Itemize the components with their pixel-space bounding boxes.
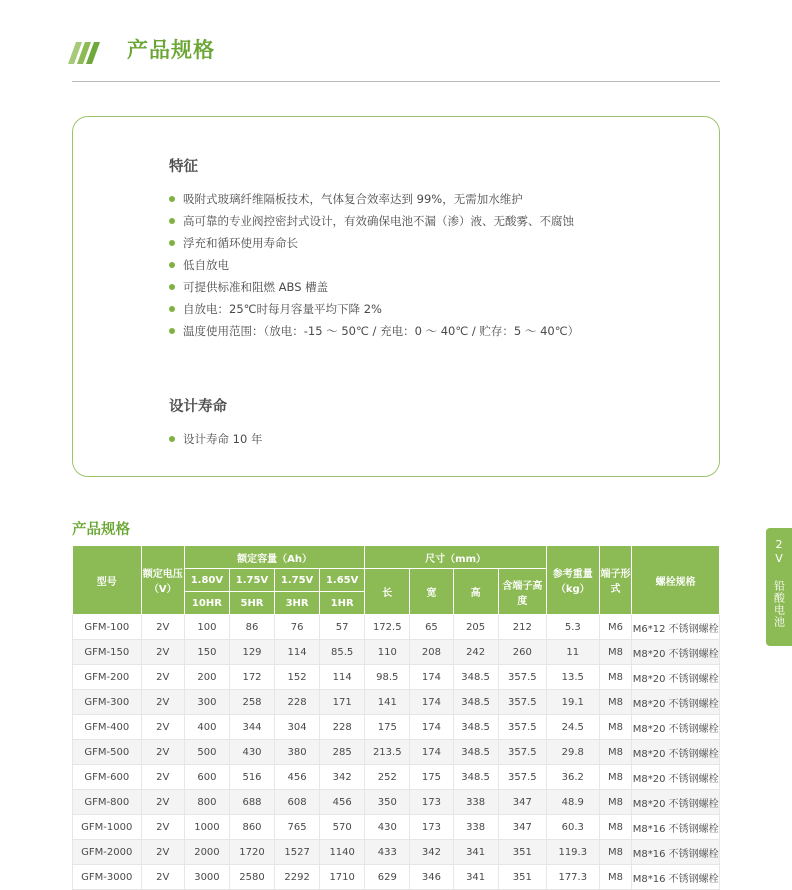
- list-item: 低自放电: [169, 254, 689, 276]
- cell-c5: 688: [229, 790, 274, 815]
- cell-model: GFM-300: [73, 690, 142, 715]
- cell-volt: 2V: [141, 715, 184, 740]
- page-header: [72, 34, 720, 86]
- th-bolt: 螺栓规格: [632, 546, 720, 615]
- list-item: 温度使用范围：（放电：-15 ～ 50℃ / 充电：0 ～ 40℃ / 贮存：5 ～ 40℃）: [169, 320, 689, 342]
- cell-h: 341: [453, 840, 498, 865]
- cell-model: GFM-100: [73, 615, 142, 640]
- cell-l: 433: [365, 840, 410, 865]
- features-list: [169, 188, 689, 342]
- side-tab-label: 2V 铅酸电池: [772, 538, 786, 628]
- list-item: 自放电：25℃时每月容量平均下降 2%: [169, 298, 689, 320]
- cell-l: 98.5: [365, 665, 410, 690]
- cell-c5: 860: [229, 815, 274, 840]
- cell-c1: 57: [320, 615, 365, 640]
- cell-bolt: M8*16 不锈钢螺栓: [632, 840, 720, 865]
- cell-c5: 129: [229, 640, 274, 665]
- cell-c1: 570: [320, 815, 365, 840]
- cell-c1: 114: [320, 665, 365, 690]
- cell-c3: 228: [275, 690, 320, 715]
- cell-bolt: M8*20 不锈钢螺栓: [632, 740, 720, 765]
- table-row: [73, 740, 720, 765]
- cell-c1: 456: [320, 790, 365, 815]
- cell-ht: 357.5: [498, 740, 546, 765]
- cell-model: GFM-2000: [73, 840, 142, 865]
- cell-bolt: M8*20 不锈钢螺栓: [632, 765, 720, 790]
- spec-table-body: [73, 615, 720, 890]
- th-terminal: 端子形式: [599, 546, 632, 615]
- cell-volt: 2V: [141, 815, 184, 840]
- th-cap-2: 1.75V: [229, 569, 274, 592]
- cell-c1: 342: [320, 765, 365, 790]
- cell-ht: 260: [498, 640, 546, 665]
- cell-model: GFM-800: [73, 790, 142, 815]
- table-row: [73, 715, 720, 740]
- cell-c10: 2000: [184, 840, 229, 865]
- cell-ht: 357.5: [498, 690, 546, 715]
- table-row: [73, 615, 720, 640]
- th-weight: 参考重量（kg）: [547, 546, 600, 615]
- cell-term: M6: [599, 615, 632, 640]
- cell-w: 174: [410, 665, 453, 690]
- cell-model: GFM-150: [73, 640, 142, 665]
- cell-c3: 765: [275, 815, 320, 840]
- feature-card: [72, 116, 720, 477]
- cell-model: GFM-3000: [73, 865, 142, 890]
- cell-bolt: M8*16 不锈钢螺栓: [632, 865, 720, 890]
- cell-c5: 172: [229, 665, 274, 690]
- th-dim-height: 高: [453, 569, 498, 615]
- cell-kg: 24.5: [547, 715, 600, 740]
- cell-model: GFM-600: [73, 765, 142, 790]
- cell-c10: 3000: [184, 865, 229, 890]
- th-dimensions: 尺寸（mm）: [365, 546, 547, 569]
- cell-term: M8: [599, 640, 632, 665]
- cell-c1: 1710: [320, 865, 365, 890]
- cell-c10: 600: [184, 765, 229, 790]
- cell-h: 242: [453, 640, 498, 665]
- cell-term: M8: [599, 740, 632, 765]
- cell-volt: 2V: [141, 840, 184, 865]
- cell-term: M8: [599, 790, 632, 815]
- table-row: [73, 840, 720, 865]
- cell-c10: 500: [184, 740, 229, 765]
- cell-w: 174: [410, 715, 453, 740]
- cell-c1: 1140: [320, 840, 365, 865]
- table-row: [73, 665, 720, 690]
- th-rate-3: 3HR: [275, 592, 320, 615]
- cell-c5: 258: [229, 690, 274, 715]
- th-dim-width: 宽: [410, 569, 453, 615]
- table-row: [73, 765, 720, 790]
- table-row: [73, 690, 720, 715]
- cell-l: 252: [365, 765, 410, 790]
- cell-c3: 114: [275, 640, 320, 665]
- list-item: 高可靠的专业阀控密封式设计，有效确保电池不漏（渗）液、无酸雾、不腐蚀: [169, 210, 689, 232]
- cell-kg: 11: [547, 640, 600, 665]
- cell-ht: 357.5: [498, 765, 546, 790]
- cell-c5: 1720: [229, 840, 274, 865]
- cell-c1: 228: [320, 715, 365, 740]
- cell-c3: 2292: [275, 865, 320, 890]
- cell-h: 338: [453, 815, 498, 840]
- cell-bolt: M8*20 不锈钢螺栓: [632, 690, 720, 715]
- cell-kg: 177.3: [547, 865, 600, 890]
- cell-c10: 150: [184, 640, 229, 665]
- th-cap-4: 1.65V: [320, 569, 365, 592]
- cell-l: 141: [365, 690, 410, 715]
- cell-h: 348.5: [453, 715, 498, 740]
- cell-model: GFM-200: [73, 665, 142, 690]
- th-rated-voltage: 额定电压（V）: [141, 546, 184, 615]
- cell-ht: 347: [498, 815, 546, 840]
- cell-volt: 2V: [141, 640, 184, 665]
- cell-h: 341: [453, 865, 498, 890]
- cell-l: 350: [365, 790, 410, 815]
- list-item: 设计寿命 10 年: [169, 428, 689, 450]
- features-heading: 特征: [169, 159, 198, 175]
- cell-h: 348.5: [453, 665, 498, 690]
- cell-h: 338: [453, 790, 498, 815]
- cell-ht: 347: [498, 790, 546, 815]
- side-tab-2v-lead-acid[interactable]: [766, 528, 792, 646]
- cell-ht: 351: [498, 840, 546, 865]
- cell-l: 213.5: [365, 740, 410, 765]
- list-item: 吸附式玻璃纤维隔板技术，气体复合效率达到 99%，无需加水维护: [169, 188, 689, 210]
- cell-c5: 516: [229, 765, 274, 790]
- cell-bolt: M8*20 不锈钢螺栓: [632, 715, 720, 740]
- cell-bolt: M8*16 不锈钢螺栓: [632, 815, 720, 840]
- cell-h: 348.5: [453, 740, 498, 765]
- cell-ht: 351: [498, 865, 546, 890]
- cell-volt: 2V: [141, 665, 184, 690]
- feature-card-content: [169, 155, 689, 450]
- cell-c3: 304: [275, 715, 320, 740]
- cell-h: 348.5: [453, 690, 498, 715]
- cell-w: 346: [410, 865, 453, 890]
- cell-c1: 171: [320, 690, 365, 715]
- cell-term: M8: [599, 815, 632, 840]
- th-cap-3: 1.75V: [275, 569, 320, 592]
- cell-w: 342: [410, 840, 453, 865]
- cell-l: 172.5: [365, 615, 410, 640]
- cell-kg: 19.1: [547, 690, 600, 715]
- cell-w: 174: [410, 690, 453, 715]
- table-row: [73, 790, 720, 815]
- cell-term: M8: [599, 840, 632, 865]
- cell-c3: 456: [275, 765, 320, 790]
- cell-c5: 344: [229, 715, 274, 740]
- cell-c3: 152: [275, 665, 320, 690]
- cell-kg: 119.3: [547, 840, 600, 865]
- cell-l: 430: [365, 815, 410, 840]
- page-title: 产品规格: [127, 38, 215, 62]
- cell-c10: 400: [184, 715, 229, 740]
- cell-l: 175: [365, 715, 410, 740]
- header-divider: [72, 81, 720, 82]
- cell-model: GFM-400: [73, 715, 142, 740]
- cell-h: 348.5: [453, 765, 498, 790]
- cell-kg: 48.9: [547, 790, 600, 815]
- cell-c10: 200: [184, 665, 229, 690]
- th-rate-4: 1HR: [320, 592, 365, 615]
- cell-w: 173: [410, 815, 453, 840]
- cell-term: M8: [599, 865, 632, 890]
- cell-volt: 2V: [141, 865, 184, 890]
- cell-volt: 2V: [141, 790, 184, 815]
- cell-w: 174: [410, 740, 453, 765]
- cell-ht: 357.5: [498, 665, 546, 690]
- cell-model: GFM-1000: [73, 815, 142, 840]
- cell-bolt: M8*20 不锈钢螺栓: [632, 665, 720, 690]
- cell-w: 65: [410, 615, 453, 640]
- cell-c1: 285: [320, 740, 365, 765]
- slash-decoration-icon: [72, 42, 112, 64]
- spec-table-head: [73, 546, 720, 615]
- cell-volt: 2V: [141, 765, 184, 790]
- th-rate-1: 10HR: [184, 592, 229, 615]
- cell-c5: 86: [229, 615, 274, 640]
- design-life-heading: 设计寿命: [169, 399, 227, 415]
- cell-c3: 76: [275, 615, 320, 640]
- cell-w: 208: [410, 640, 453, 665]
- cell-ht: 212: [498, 615, 546, 640]
- cell-c10: 100: [184, 615, 229, 640]
- th-rate-2: 5HR: [229, 592, 274, 615]
- design-life-list: [169, 428, 689, 450]
- cell-c10: 300: [184, 690, 229, 715]
- cell-bolt: M6*12 不锈钢螺栓: [632, 615, 720, 640]
- list-item: 浮充和循环使用寿命长: [169, 232, 689, 254]
- th-cap-1: 1.80V: [184, 569, 229, 592]
- cell-term: M8: [599, 765, 632, 790]
- cell-term: M8: [599, 715, 632, 740]
- cell-c1: 85.5: [320, 640, 365, 665]
- th-dim-total-height: 含端子高度: [498, 569, 546, 615]
- cell-volt: 2V: [141, 740, 184, 765]
- cell-kg: 5.3: [547, 615, 600, 640]
- table-row: [73, 815, 720, 840]
- cell-ht: 357.5: [498, 715, 546, 740]
- cell-w: 175: [410, 765, 453, 790]
- cell-c3: 380: [275, 740, 320, 765]
- table-row: [73, 865, 720, 890]
- spec-table-title: 产品规格: [72, 522, 130, 538]
- cell-kg: 13.5: [547, 665, 600, 690]
- th-model: 型号: [73, 546, 142, 615]
- cell-volt: 2V: [141, 615, 184, 640]
- cell-volt: 2V: [141, 690, 184, 715]
- cell-c10: 1000: [184, 815, 229, 840]
- cell-kg: 36.2: [547, 765, 600, 790]
- cell-c5: 430: [229, 740, 274, 765]
- cell-l: 629: [365, 865, 410, 890]
- cell-bolt: M8*20 不锈钢螺栓: [632, 640, 720, 665]
- cell-w: 173: [410, 790, 453, 815]
- cell-c5: 2580: [229, 865, 274, 890]
- cell-h: 205: [453, 615, 498, 640]
- cell-kg: 29.8: [547, 740, 600, 765]
- cell-c3: 608: [275, 790, 320, 815]
- cell-kg: 60.3: [547, 815, 600, 840]
- cell-c3: 1527: [275, 840, 320, 865]
- th-rated-capacity: 额定容量（Ah）: [184, 546, 364, 569]
- cell-term: M8: [599, 665, 632, 690]
- cell-l: 110: [365, 640, 410, 665]
- th-dim-length: 长: [365, 569, 410, 615]
- table-row: [73, 640, 720, 665]
- cell-model: GFM-500: [73, 740, 142, 765]
- cell-term: M8: [599, 690, 632, 715]
- list-item: 可提供标准和阻燃 ABS 槽盖: [169, 276, 689, 298]
- spec-table: [72, 545, 720, 890]
- cell-c10: 800: [184, 790, 229, 815]
- cell-bolt: M8*20 不锈钢螺栓: [632, 790, 720, 815]
